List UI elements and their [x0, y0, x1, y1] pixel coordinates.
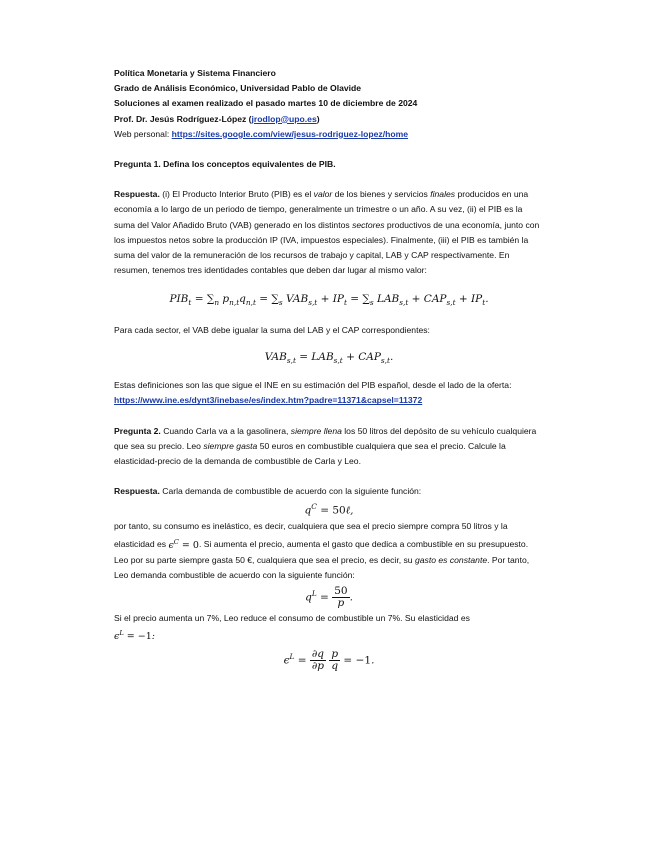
ine-text: Estas definiciones son las que sigue el INE en su estimación del PIB español, desde el lado de la oferta: [114, 380, 512, 391]
leo-elasticity-text: Si el precio aumenta un 7%, Leo reduce el consumo de combustible un 7%. Su elasticidad es $\epsilon^L = -1$: [114, 613, 470, 643]
document-page [114, 66, 544, 672]
ine-url-link[interactable]: https://www.ine.es/dynt3/inebase/es/index.htm?padre=11371&capsel=11372 [114, 395, 423, 406]
degree-line: Grado de Análisis Económico, Universidad Pablo de Olavide [114, 83, 362, 94]
carla-explanation: por tanto, su consumo es inelástico, es decir, cualquiera que sea el precio siempre compra 50 litros y la elasticidad es $\epsilon^C = 0$. Si aumenta el precio, aumenta el gasto que dedica a combustible en su presupuesto. [114, 521, 529, 551]
vab-equation: $VAB_{s,t} = LAB_{s,t} + CAP_{s,t}$. [264, 350, 394, 366]
carla-demand-equation: $q^C$ = 50ℓ, [304, 502, 354, 517]
leo-elasticity-equation: $\epsilon^L$ = $\frac{\partial q}{\partial p}$ $\frac{p}{q}$ = −1. [283, 647, 375, 672]
professor-email-link[interactable]: jrodlop@upo.es [251, 113, 317, 124]
gdp-identity-equation: $PIB_t = \sum_n$ $p_{n,t}q_{n,t} = \sum_s$ $VAB_{s,t} + IP_t = \sum_s$ $LAB_{s,t} + CAP_{s,t} + IP_t$. [169, 293, 489, 308]
web-url-link[interactable]: https://sites.google.com/view/jesus-rodriguez-lopez/home [171, 128, 409, 139]
course-title: Política Monetaria y Sistema Financiero [114, 68, 276, 78]
leo-demand-equation: $q^L$ = $\frac{50}{p}$ . [305, 585, 353, 610]
document-header [114, 66, 544, 142]
professor-line: Prof. Dr. Jesús Rodríguez-López (jrodlop@upo.es) [114, 113, 320, 124]
web-line: Web personal: https://sites.google.com/view/jesus-rodriguez-lopez/home [114, 128, 409, 139]
leo-explanation: Leo por su parte siempre gasta 50 €, cualquiera que sea el precio, es decir, su gasto es constante. Por tanto, Leo demanda combustible de acuerdo con la siguiente función: [114, 554, 530, 580]
sector-text: Para cada sector, el VAB debe igualar la suma del LAB y el CAP correspondientes: [114, 324, 430, 335]
answer-1-paragraph: Respuesta. (i) El Producto Interior Bruto (PIB) es el valor de los bienes y servicios finales producidos en una economía a lo largo de un periodo de tiempo, generalmente un trimestre o un año. A su vez, (ii) el PIB es la suma del Valor Añadido Bruto (VAB) generado en los distintos sectores productivos de una economía, junto con los impuestos netos sobre la producción IP (IVA, impuestos especiales). Finalmente, (iii) el PIB es también la suma del valor de la remuneración de los recursos de trabajo y capital, LAB y CAP respectivamente. En resumen, tenemos tres identidades contables que deben dar lugar al mismo valor: [114, 189, 540, 276]
document-subtitle: Soluciones al examen realizado el pasado martes 10 de diciembre de 2024 [114, 98, 418, 109]
question-2: Pregunta 2. Cuando Carla va a la gasolinera, siempre llena los 50 litros del depósito de su vehículo cualquiera que sea su precio. Leo siempre gasta 50 euros en combustible cualquiera que sea el precio. Calcule la elasticidad-precio de la demanda de combustible de Carla y Leo. [114, 425, 537, 467]
answer-2-intro: Respuesta. Carla demanda de combustible de acuerdo con la siguiente función: [114, 486, 422, 497]
question-1: Pregunta 1. Defina los conceptos equivalentes de PIB. [114, 159, 336, 170]
